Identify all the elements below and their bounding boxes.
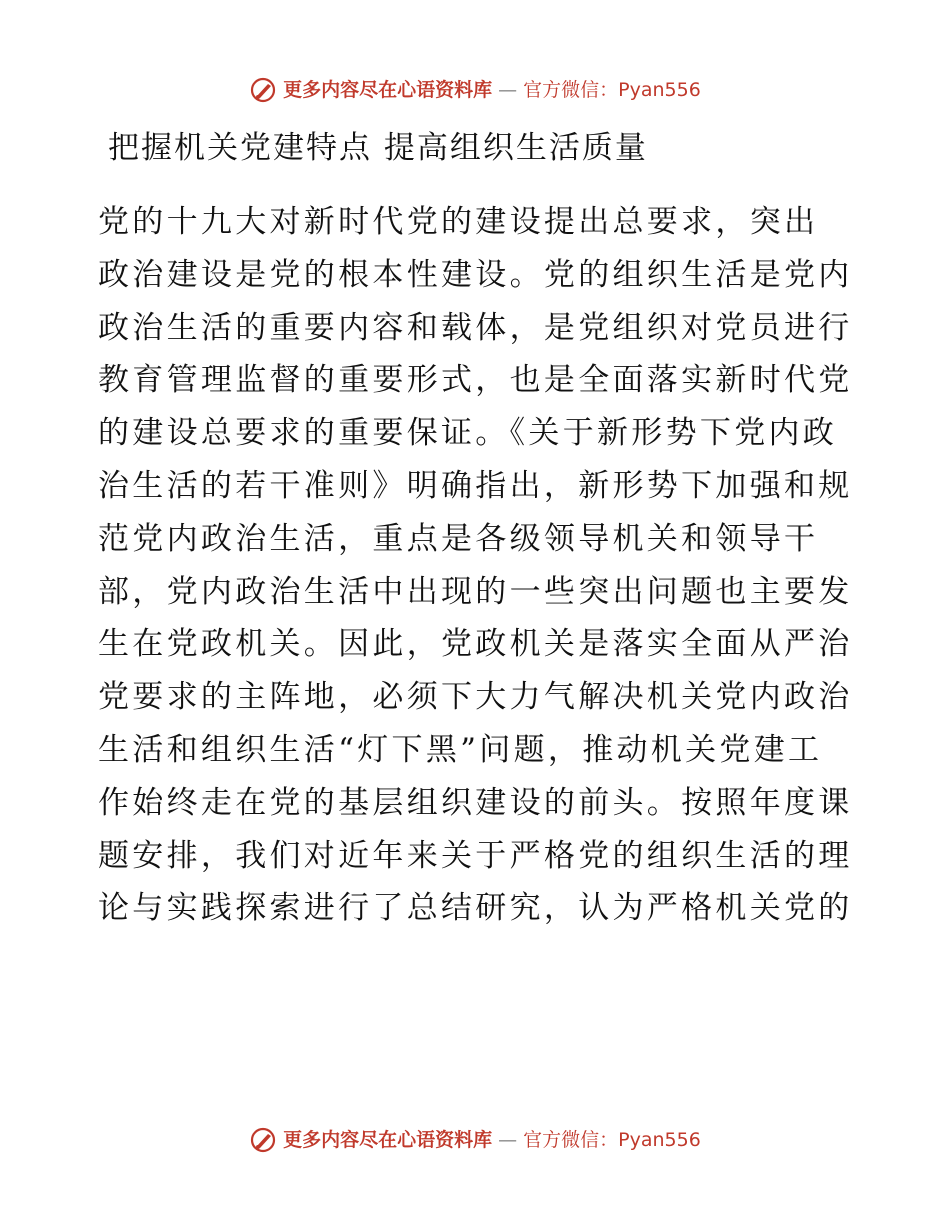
body-line: 生活和组织生活“灯下黑”问题，推动机关党建工	[98, 731, 823, 768]
body-line: 生在党政机关。因此，党政机关是落实全面从严治	[98, 626, 853, 663]
body-line: 题安排，我们对近年来关于严格党的组织生活的理	[98, 837, 853, 874]
body-line: 党要求的主阵地，必须下大力气解决机关党内政治	[98, 679, 853, 716]
footer-watermark	[0, 1126, 950, 1154]
body-line: 教育管理监督的重要形式，也是全面落实新时代党	[98, 362, 853, 399]
watermark-wechat: 官方微信：Pyan556	[523, 79, 701, 101]
body-line: 部，党内政治生活中出现的一些突出问题也主要发	[98, 573, 853, 610]
pen-circle-icon	[249, 76, 277, 104]
body-line: 党的十九大对新时代党的建设提出总要求，突出	[98, 204, 819, 240]
document-body	[98, 196, 858, 935]
pen-circle-icon	[249, 1126, 277, 1154]
header-watermark	[0, 76, 950, 104]
watermark-separator: —	[498, 79, 518, 101]
body-line: 论与实践探索进行了总结研究，认为严格机关党的	[98, 890, 853, 927]
body-line: 政治建设是党的根本性建设。党的组织生活是党内	[98, 256, 853, 293]
body-line: 的建设总要求的重要保证。《关于新形势下党内政	[98, 415, 838, 452]
body-line: 政治生活的重要内容和载体，是党组织对党员进行	[98, 309, 853, 346]
watermark-text: 更多内容尽在心语资料库	[283, 79, 493, 101]
watermark-wechat: 官方微信：Pyan556	[523, 1129, 701, 1151]
document-title: 把握机关党建特点 提高组织生活质量	[108, 130, 648, 166]
body-line: 范党内政治生活，重点是各级领导机关和领导干	[98, 520, 819, 557]
watermark-separator: —	[498, 1129, 518, 1151]
watermark-text: 更多内容尽在心语资料库	[283, 1129, 493, 1151]
body-line: 治生活的若干准则》明确指出，新形势下加强和规	[98, 467, 853, 504]
body-line: 作始终走在党的基层组织建设的前头。按照年度课	[98, 784, 853, 821]
